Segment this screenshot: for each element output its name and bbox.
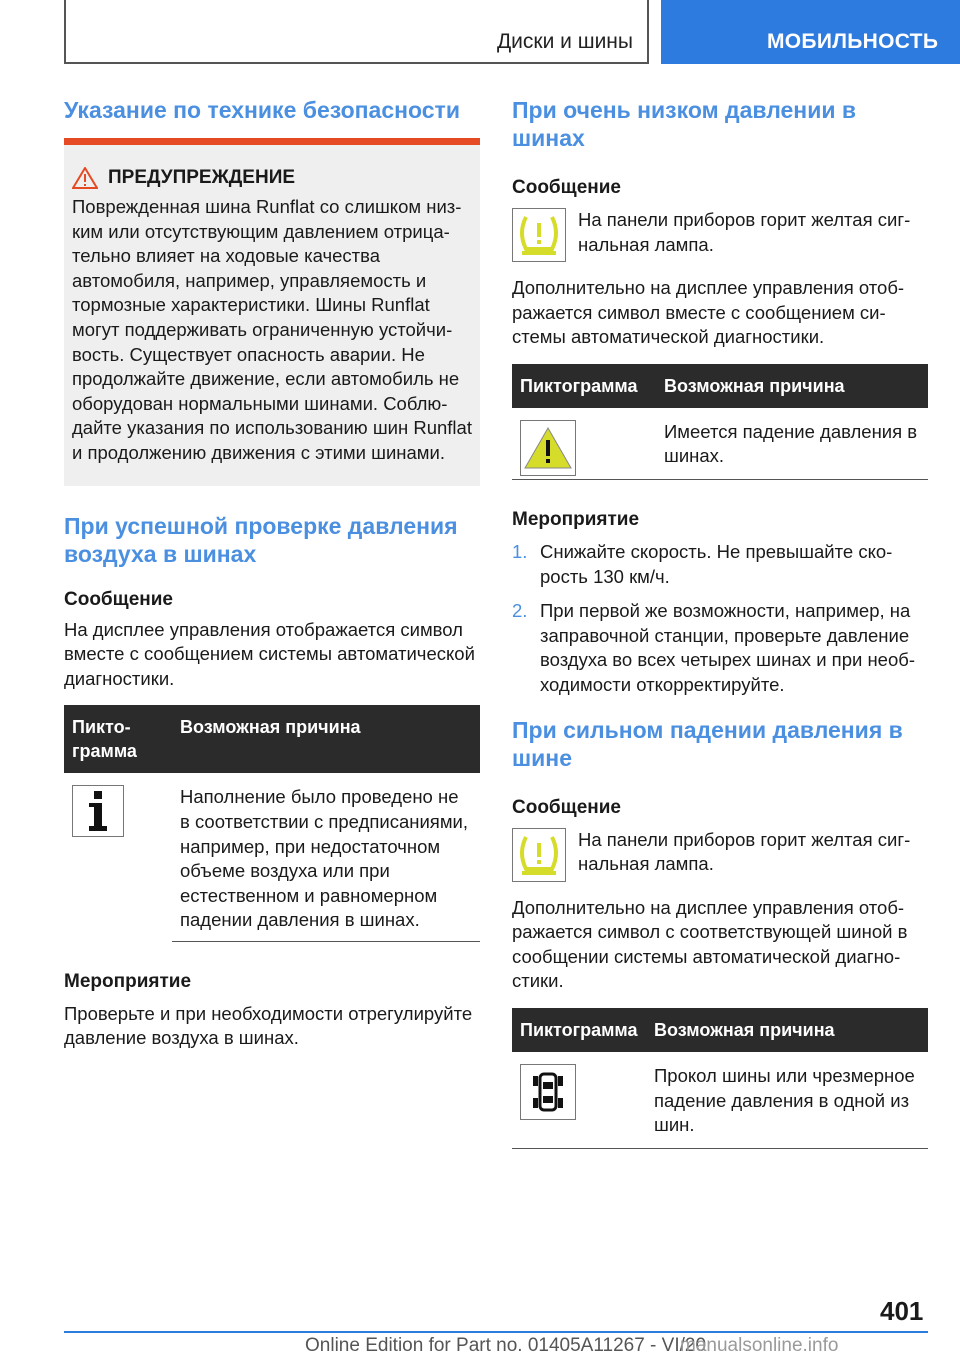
warning-text: Поврежденная шина Runflat со слишком низким или отсутствующим давлением отрицательно влияет на ходовые качества автомобиля, например, управляемость и тормозные характеристики. Шины Runflat могут поддерживать ограниченную устойчивость. Существует опасность аварии. Не продолжайте движение, если автомобиль не оборудован нормальными шинами. Соблюдайте указания по использованию шин Runflat и продолжению движения с этими шинами. — [72, 196, 472, 463]
left-column — [64, 96, 480, 1051]
message-label: Сообщение — [512, 796, 621, 818]
list-item: 2. При первой же возможности, например, на заправочной станции, проверьте давление воздуха во всех четырех шинах и при необходимости откорректируйте. — [512, 600, 916, 695]
safety-heading: Указание по технике безопасности — [64, 97, 460, 123]
warning-triangle-icon — [520, 420, 576, 476]
warning-box — [64, 145, 480, 486]
cause-table — [64, 705, 480, 942]
table-cell-cause: Имеется падение давления в шинах. — [664, 420, 918, 467]
table-header-pictogram: Пиктограмма — [64, 705, 172, 773]
footer-rule — [64, 1331, 928, 1333]
extra-text: Дополнительно на дисплее управления отображается символ с соответствующей шиной в сообщении системы автоматической диагностики. — [512, 896, 908, 992]
header-box — [64, 0, 649, 64]
edition-text: Online Edition for Part no. 01405A11267 - VI/20 — [305, 1335, 707, 1356]
table-cell-cause: Наполнение было проведено не в соответствии с предписаниями, например, при недостаточном объеме воздуха или при естественном и равномерном падении давления в шинах. — [180, 786, 469, 931]
table-header-cause: Возможная причина — [172, 705, 480, 773]
cause-table — [512, 364, 928, 480]
table-row — [512, 408, 928, 479]
extra-text: Дополнительно на дисплее управления отображается символ вместе с сообщением системы автоматической диагностики. — [512, 277, 905, 348]
table-header-cause: Возможная причина — [646, 1008, 928, 1052]
table-row — [512, 1052, 928, 1148]
page-number: 401 — [880, 1296, 924, 1326]
table-header-pictogram: Пиктограмма — [512, 364, 656, 408]
message-label: Сообщение — [64, 588, 173, 610]
chapter-tab[interactable]: МОБИЛЬНОСТЬ — [661, 0, 960, 64]
lamp-message — [512, 208, 928, 262]
table-header-pictogram: Пиктограмма — [512, 1008, 646, 1052]
warning-title: ПРЕДУПРЕЖДЕНИЕ — [108, 167, 296, 188]
message-label: Сообщение — [512, 177, 621, 198]
lamp-message — [512, 828, 928, 882]
list-item: 1. Снижайте скорость. Не превышайте скорость 130 км/ч. — [512, 540, 893, 587]
action-steps — [512, 540, 928, 698]
watermark-text: manualsonline.info — [680, 1335, 839, 1356]
cause-table — [512, 1008, 928, 1149]
lamp-text: На панели приборов горит желтая сигнальная лампа. — [578, 209, 911, 255]
tire-pressure-lamp-icon — [512, 828, 566, 882]
lamp-text: На панели приборов горит желтая сигнальная лампа. — [578, 828, 911, 875]
success-heading: При успешной проверке давления воздуха в шинах — [64, 512, 458, 567]
warning-triangle-icon — [72, 167, 98, 189]
info-icon — [72, 785, 124, 837]
action-text: Проверьте и при необходимости отрегулируйте давление воздуха в шинах. — [64, 1002, 473, 1049]
low-pressure-heading: При очень низком давлении в шинах — [512, 97, 857, 151]
warning-rule — [64, 138, 480, 145]
car-tire-icon — [520, 1064, 576, 1120]
section-title: Диски и шины — [496, 30, 633, 53]
tire-pressure-lamp-icon — [512, 208, 566, 262]
action-label: Мероприятие — [64, 970, 192, 992]
table-row — [64, 773, 480, 941]
table-header-cause: Возможная причина — [656, 364, 928, 408]
message-text: На дисплее управления отображается символ вместе с сообщением системы автоматической диагностики. — [64, 618, 475, 689]
pressure-drop-heading: При сильном падении давления в шине — [512, 716, 903, 771]
action-label: Мероприятие — [512, 508, 640, 530]
table-cell-cause: Прокол шины или чрезмерное падение давления в одной из шин. — [654, 1064, 915, 1136]
right-column — [512, 96, 928, 1149]
